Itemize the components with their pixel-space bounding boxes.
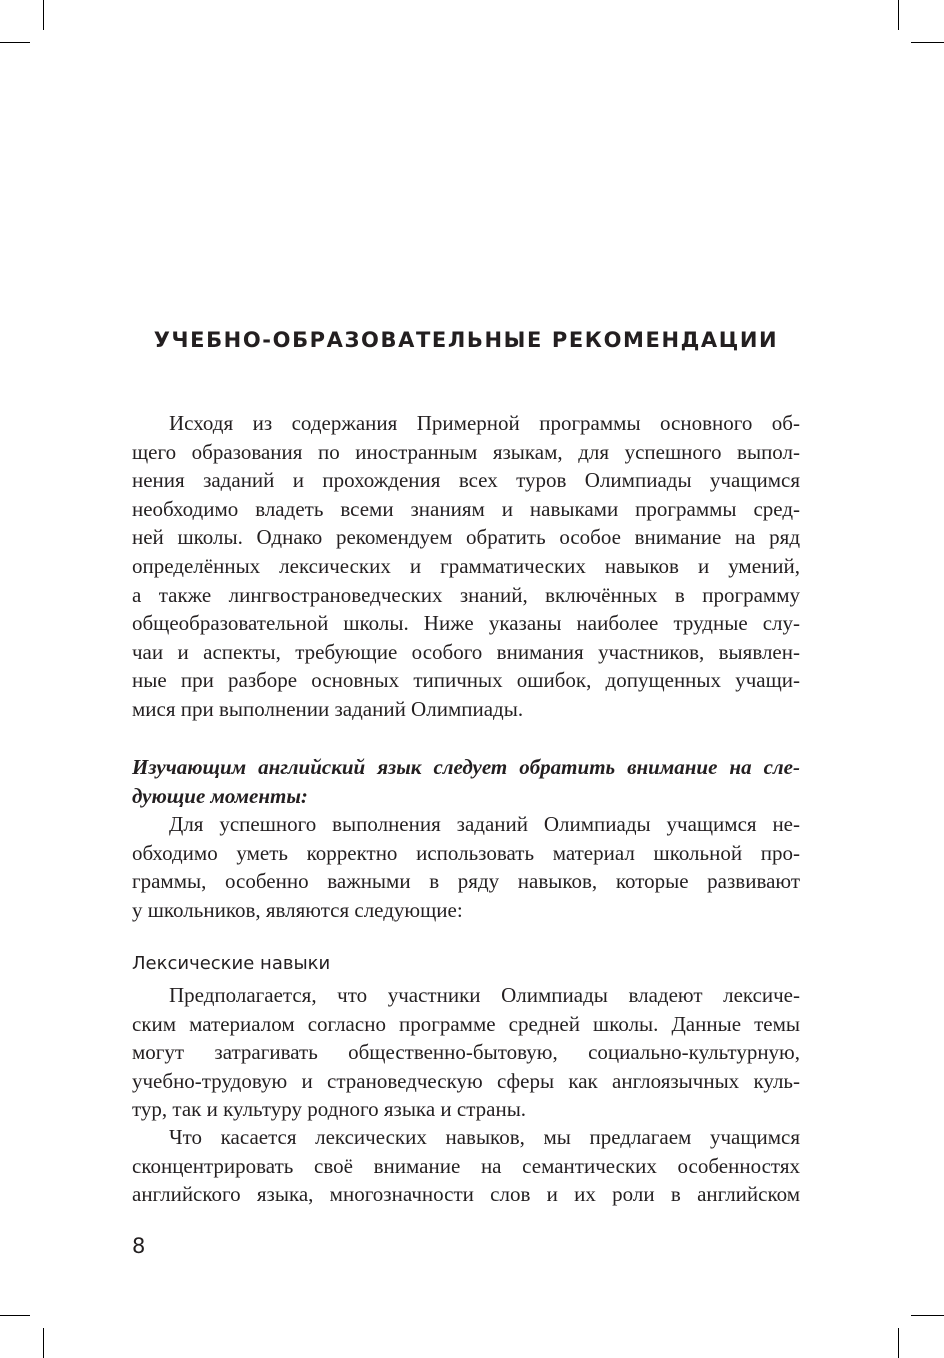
paragraph-1 bbox=[132, 409, 800, 724]
text-line: могут затрагивать общественно-бытовую, социально-культурную, bbox=[132, 1040, 800, 1065]
crop-mark bbox=[0, 42, 30, 43]
text-line: нения заданий и прохождения всех туров Олимпиады учащимся bbox=[132, 468, 800, 493]
text-line: дующие моменты: bbox=[132, 783, 308, 808]
paragraph-4 bbox=[132, 1123, 800, 1209]
text-line: а также лингвострановедческих знаний, включённых в программу bbox=[132, 582, 800, 607]
crop-mark bbox=[43, 0, 44, 30]
text-line: чаи и аспекты, требующие особого внимания участников, выявлен- bbox=[132, 639, 800, 664]
crop-mark bbox=[911, 1315, 944, 1316]
text-line: мися при выполнении заданий Олимпиады. bbox=[132, 696, 524, 721]
text-line: ней школы. Однако рекомендуем обратить особое внимание на ряд bbox=[132, 525, 800, 550]
text-line: тур, так и культуру родного языка и страны. bbox=[132, 1097, 527, 1122]
text-line: английского языка, многозначности слов и их роли в английском bbox=[132, 1182, 800, 1207]
crop-mark bbox=[911, 42, 944, 43]
text-line: учебно-трудовую и страноведческую сферы как англоязычных куль- bbox=[132, 1068, 800, 1093]
page-title: УЧЕБНО-ОБРАЗОВАТЕЛЬНЫЕ РЕКОМЕНДАЦИИ bbox=[153, 328, 779, 352]
text-line: Изучающим английский язык следует обратить внимание на сле- bbox=[132, 755, 800, 779]
text-line: Предполагается, что участники Олимпиады владеют лексиче- bbox=[169, 983, 800, 1007]
subheading: Лексические навыки bbox=[132, 953, 331, 974]
text-line: у школьников, являются следующие: bbox=[132, 897, 463, 922]
page-number: 8 bbox=[132, 1234, 146, 1258]
paragraph-2 bbox=[132, 810, 800, 924]
text-line: ским материалом согласно программе средней школы. Данные темы bbox=[132, 1011, 800, 1036]
text-line: сконцентрировать своё внимание на семантических особенностях bbox=[132, 1153, 800, 1178]
text-line: Что касается лексических навыков, мы предлагаем учащимся bbox=[169, 1125, 800, 1149]
text-line: определённых лексических и грамматических навыков и умений, bbox=[132, 553, 800, 578]
text-line: граммы, особенно важными в ряду навыков, которые развивают bbox=[132, 869, 800, 894]
text-line: обходимо уметь корректно использовать материал школьной про- bbox=[132, 840, 800, 865]
crop-mark bbox=[0, 1315, 30, 1316]
crop-mark bbox=[43, 1328, 44, 1358]
crop-mark bbox=[898, 1328, 899, 1358]
text-line: Для успешного выполнения заданий Олимпиады учащимся не- bbox=[169, 812, 800, 836]
section-heading bbox=[132, 753, 800, 810]
text-line: щего образования по иностранным языкам, для успешного выпол- bbox=[132, 439, 800, 464]
text-line: ные при разборе основных типичных ошибок, допущенных учащи- bbox=[132, 668, 800, 693]
text-line: общеобразовательной школы. Ниже указаны наиболее трудные слу- bbox=[132, 611, 800, 636]
crop-mark bbox=[898, 0, 899, 30]
paragraph-3 bbox=[132, 981, 800, 1124]
text-line: необходимо владеть всеми знаниям и навыками программы сред- bbox=[132, 496, 800, 521]
text-line: Исходя из содержания Примерной программы основного об- bbox=[169, 411, 800, 435]
